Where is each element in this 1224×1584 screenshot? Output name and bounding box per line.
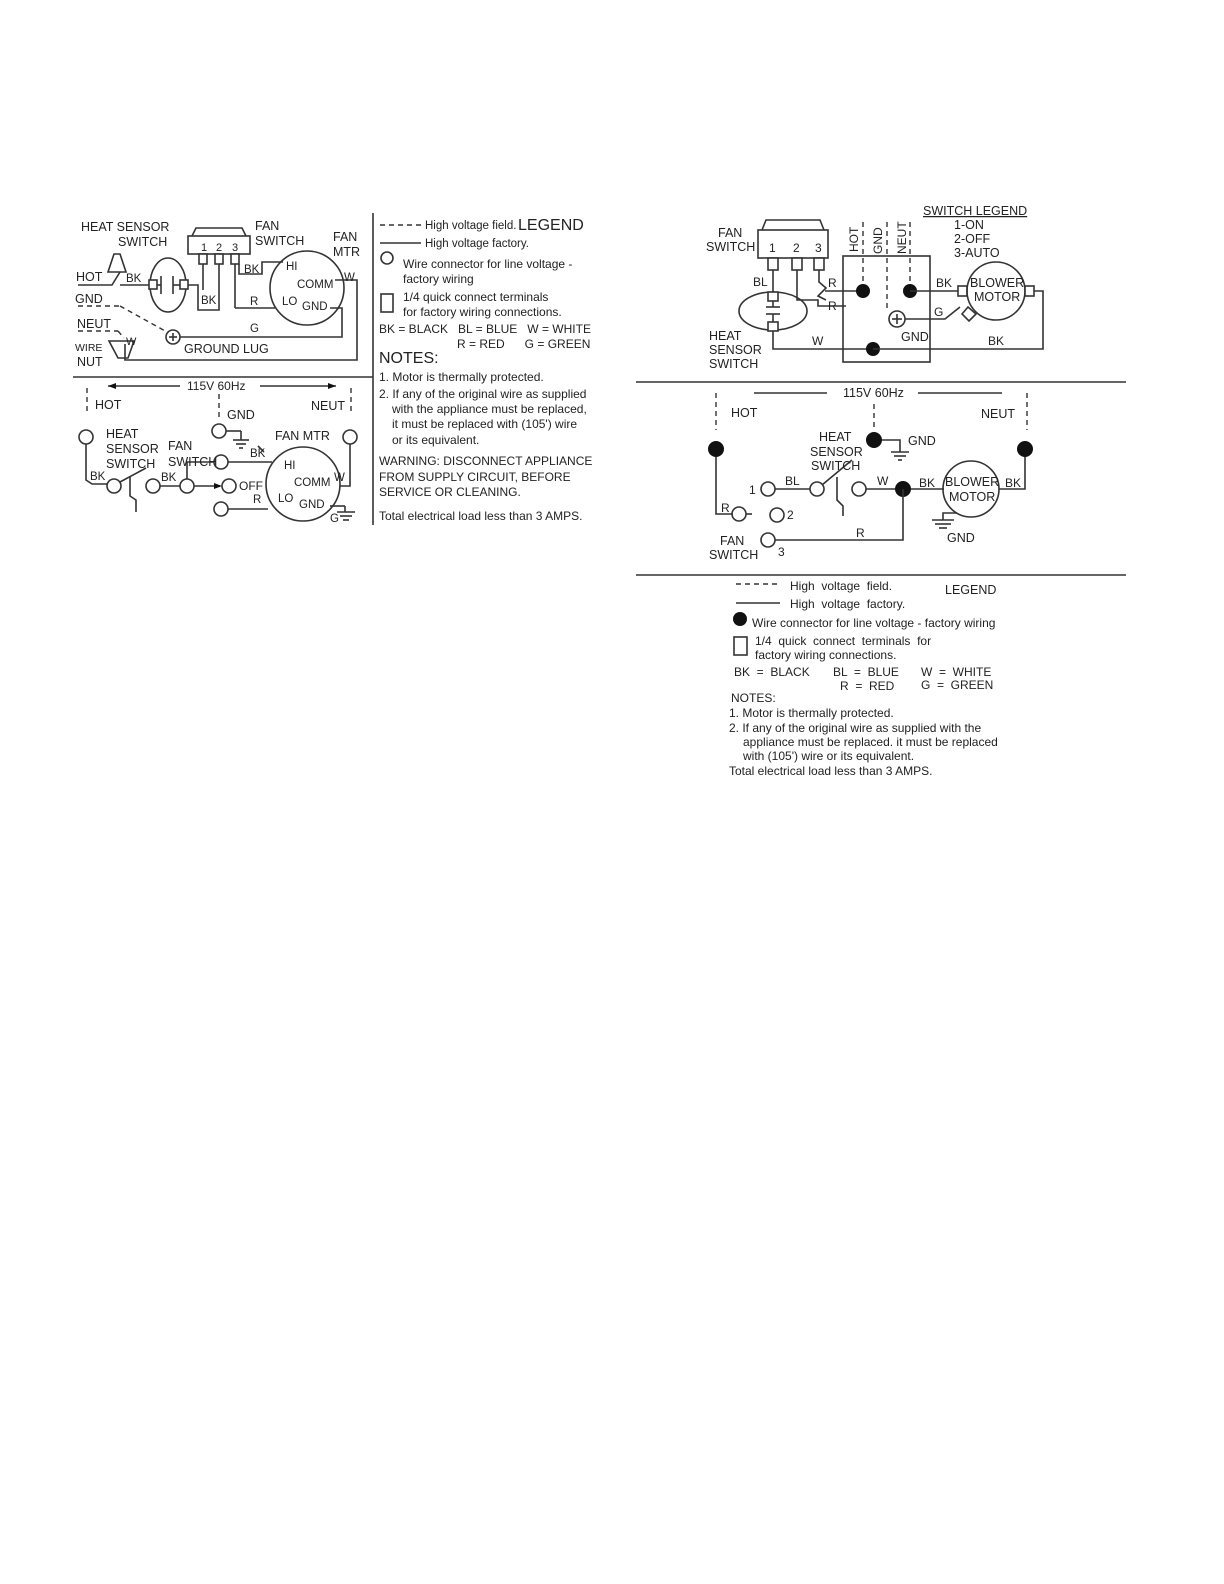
label-fan-mtr: FAN MTR xyxy=(275,429,330,443)
label-supply: 115V 60Hz xyxy=(843,386,904,400)
legend-terminals-1: 1/4 quick connect terminals xyxy=(403,290,549,304)
label-block-gnd: GND xyxy=(901,330,929,344)
label-neut: NEUT xyxy=(311,399,346,413)
label-motor-gnd: GND xyxy=(947,531,975,545)
label-fan-switch: SWITCH xyxy=(709,548,759,562)
label-fan: FAN xyxy=(720,534,745,548)
label-gnd: GND xyxy=(227,408,255,422)
label-fan: FAN xyxy=(168,439,193,453)
pin-3: 3 xyxy=(232,242,239,254)
label-hot: HOT xyxy=(731,406,758,420)
terminal-icon xyxy=(734,637,747,655)
legend-connector-2: factory wiring xyxy=(403,272,474,286)
connector-icon xyxy=(733,612,747,626)
label-hot: HOT xyxy=(847,226,861,252)
wire-bk: BK xyxy=(936,276,953,290)
label-hot: HOT xyxy=(76,270,103,284)
wire-g: G xyxy=(330,513,339,525)
label-switch: SWITCH xyxy=(709,357,759,371)
wire-w: W xyxy=(812,334,824,348)
wire-g: G xyxy=(934,305,944,319)
label-ground-lug: GROUND LUG xyxy=(184,342,269,356)
label-switch: SWITCH xyxy=(811,459,861,473)
right-schematic-labels xyxy=(709,386,1021,562)
wire-w: W xyxy=(877,474,889,488)
legend-title: LEGEND xyxy=(518,217,584,234)
label-sensor: SENSOR xyxy=(106,442,159,456)
legend-factory: High voltage factory. xyxy=(425,238,529,250)
color-g: G = GREEN xyxy=(921,678,994,692)
legend-terminals-2: for factory wiring connections. xyxy=(403,305,562,319)
wire-r: R xyxy=(253,494,262,506)
wire-bk: BK xyxy=(250,448,266,460)
warning-line: SERVICE OR CLEANING. xyxy=(379,485,521,499)
label-hot: HOT xyxy=(95,398,122,412)
color-w: W = WHITE xyxy=(921,665,992,679)
legend-factory: High voltage factory. xyxy=(790,597,906,611)
load-note: Total electrical load less than 3 AMPS. xyxy=(729,764,933,778)
pin-2: 2 xyxy=(793,241,800,255)
wire-bk: BK xyxy=(161,472,177,484)
legend-connector-1: Wire connector for line voltage - xyxy=(403,257,573,271)
label-fan-switch: SWITCH xyxy=(255,234,305,248)
legend-field: High voltage field. xyxy=(425,220,517,232)
connector-icon xyxy=(381,252,393,264)
note-line: 1. Motor is thermally protected. xyxy=(729,706,894,720)
motor-label-2: MOTOR xyxy=(974,290,1021,304)
note-line: appliance must be replaced. it must be replaced xyxy=(743,735,998,749)
pin-2: 2 xyxy=(787,508,794,522)
label-heat-sensor-switch: SWITCH xyxy=(118,235,168,249)
note-line: with the appliance must be replaced, xyxy=(392,402,587,416)
warning-line: WARNING: DISCONNECT APPLIANCE xyxy=(379,454,593,468)
label-supply: 115V 60Hz xyxy=(187,379,246,393)
label-off: OFF xyxy=(239,479,263,493)
legend-title: LEGEND xyxy=(945,583,997,597)
label-nut: NUT xyxy=(77,355,103,369)
left-wiring-labels xyxy=(75,219,360,369)
terminal-icon xyxy=(381,294,393,312)
pin-3: 3 xyxy=(778,545,785,559)
note-line: with (105') wire or its equivalent. xyxy=(743,749,915,763)
wire-bl: BL xyxy=(785,474,800,488)
wire-bk: BK xyxy=(201,295,217,307)
wire-r: R xyxy=(721,501,730,515)
notes-title: NOTES: xyxy=(731,691,776,705)
wire-w: W xyxy=(126,336,137,348)
label-gnd: GND xyxy=(871,227,885,254)
wire-bk: BK xyxy=(988,334,1005,348)
label-heat: HEAT xyxy=(819,430,852,444)
label-neut: NEUT xyxy=(77,317,112,331)
notes-title: NOTES: xyxy=(379,350,439,367)
legend-terminals-1: 1/4 quick connect terminals for xyxy=(755,634,932,648)
note-line: or its equivalent. xyxy=(392,433,480,447)
heat-sensor-switch-icon xyxy=(108,254,126,272)
wire-bl: BL xyxy=(753,275,768,289)
label-sensor: SENSOR xyxy=(810,445,863,459)
wire-bk: BK xyxy=(244,264,260,276)
legend-colors-1: BK = BLACK BL = BLUE W = WHITE xyxy=(379,322,591,336)
wire-bk: BK xyxy=(126,273,142,285)
color-bl: BL = BLUE xyxy=(833,665,899,679)
label-wire: WIRE xyxy=(75,342,103,354)
pin-3: 3 xyxy=(815,241,822,255)
motor-comm: COMM xyxy=(297,279,334,291)
note-line: 2. If any of the original wire as supplied xyxy=(379,387,587,401)
wire-bk: BK xyxy=(1005,476,1022,490)
switch-legend-item: 1-ON xyxy=(954,218,984,232)
pin-2: 2 xyxy=(216,242,223,254)
wire-bk: BK xyxy=(919,476,936,490)
note-line: it must be replaced with (105') wire xyxy=(392,417,578,431)
label-neut: NEUT xyxy=(895,221,909,254)
label-switch: SWITCH xyxy=(106,457,156,471)
wire-r: R xyxy=(828,276,837,290)
right-legend xyxy=(729,579,998,778)
motor-gnd: GND xyxy=(302,301,328,313)
pin-1: 1 xyxy=(769,241,776,255)
load-note: Total electrical load less than 3 AMPS. xyxy=(379,509,583,523)
wire-bk: BK xyxy=(90,471,106,483)
color-r: R = RED xyxy=(840,679,895,693)
left-legend xyxy=(379,217,592,523)
motor-hi: HI xyxy=(284,460,296,472)
terminal-icon xyxy=(149,280,157,289)
motor-hi: HI xyxy=(286,261,298,273)
label-sensor: SENSOR xyxy=(709,343,762,357)
legend-connector: Wire connector for line voltage - factory wiring xyxy=(752,616,996,630)
blower-motor-icon xyxy=(943,461,999,517)
motor-comm: COMM xyxy=(294,477,331,489)
switch-legend-title: SWITCH LEGEND xyxy=(923,204,1028,218)
label-heat: HEAT xyxy=(106,427,139,441)
motor-label-1: BLOWER xyxy=(970,276,1025,290)
pin-1: 1 xyxy=(201,242,208,254)
label-gnd: GND xyxy=(75,292,103,306)
motor-lo: LO xyxy=(282,296,298,308)
legend-field: High voltage field. xyxy=(790,579,893,593)
warning-line: FROM SUPPLY CIRCUIT, BEFORE xyxy=(379,470,571,484)
label-heat-sensor: HEAT SENSOR xyxy=(81,220,170,234)
switch-legend-item: 3-AUTO xyxy=(954,246,1000,260)
legend-colors-2: R = RED G = GREEN xyxy=(457,337,591,351)
note-line: 1. Motor is thermally protected. xyxy=(379,370,544,384)
note-line: 2. If any of the original wire as supplied with the xyxy=(729,721,982,735)
legend-terminals-2: factory wiring connections. xyxy=(755,648,897,662)
wire-r: R xyxy=(856,526,865,540)
pin-1: 1 xyxy=(749,483,756,497)
color-bk: BK = BLACK xyxy=(734,665,810,679)
wire-r: R xyxy=(250,296,259,308)
label-fan-mtr-2: MTR xyxy=(333,245,361,259)
terminal-icon xyxy=(180,280,188,289)
motor-lo: LO xyxy=(278,493,294,505)
motor-gnd: GND xyxy=(299,499,325,511)
label-fan: FAN xyxy=(255,219,280,233)
wire-w: W xyxy=(334,472,345,484)
label-heat: HEAT xyxy=(709,329,742,343)
label-fan-mtr-1: FAN xyxy=(333,230,358,244)
label-fan: FAN xyxy=(718,226,743,240)
motor-label-1: BLOWER xyxy=(945,475,1000,489)
label-fan-switch: SWITCH xyxy=(706,240,756,254)
label-fan-switch: SWITCH xyxy=(168,455,218,469)
wire-w: W xyxy=(344,272,355,284)
switch-legend-item: 2-OFF xyxy=(954,232,991,246)
label-neut: NEUT xyxy=(981,407,1016,421)
wire-r: R xyxy=(828,299,837,313)
motor-label-2: MOTOR xyxy=(949,490,996,504)
wire-g: G xyxy=(250,323,259,335)
label-gnd: GND xyxy=(908,434,936,448)
